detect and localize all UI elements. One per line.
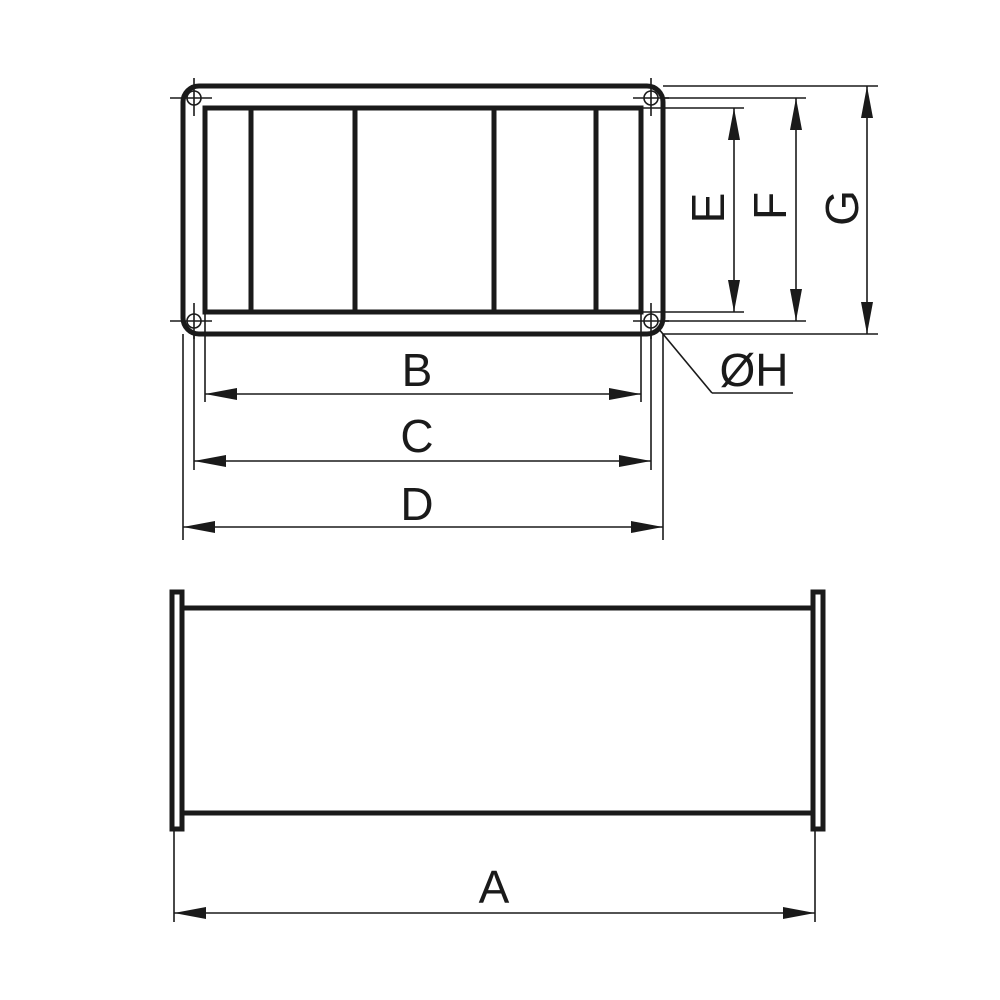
dimension-g <box>816 86 873 334</box>
label-g: G <box>816 190 868 226</box>
dimension-c <box>194 410 651 467</box>
dimension-d <box>183 478 663 533</box>
label-a: A <box>478 861 510 913</box>
label-f: F <box>744 191 796 221</box>
dimension-e <box>682 108 740 312</box>
label-h: ØH <box>719 344 789 396</box>
label-c: C <box>400 410 434 462</box>
side-view <box>172 592 823 829</box>
label-d: D <box>400 478 434 530</box>
dimension-a <box>174 829 815 922</box>
duct-body <box>182 608 813 813</box>
front-view <box>170 78 669 339</box>
dimension-h <box>658 328 793 396</box>
inner-opening <box>205 108 641 312</box>
outer-flange <box>183 86 663 334</box>
label-b: B <box>401 344 433 396</box>
dimension-f <box>744 98 802 321</box>
label-e: E <box>682 192 734 224</box>
dimension-b <box>205 344 641 400</box>
